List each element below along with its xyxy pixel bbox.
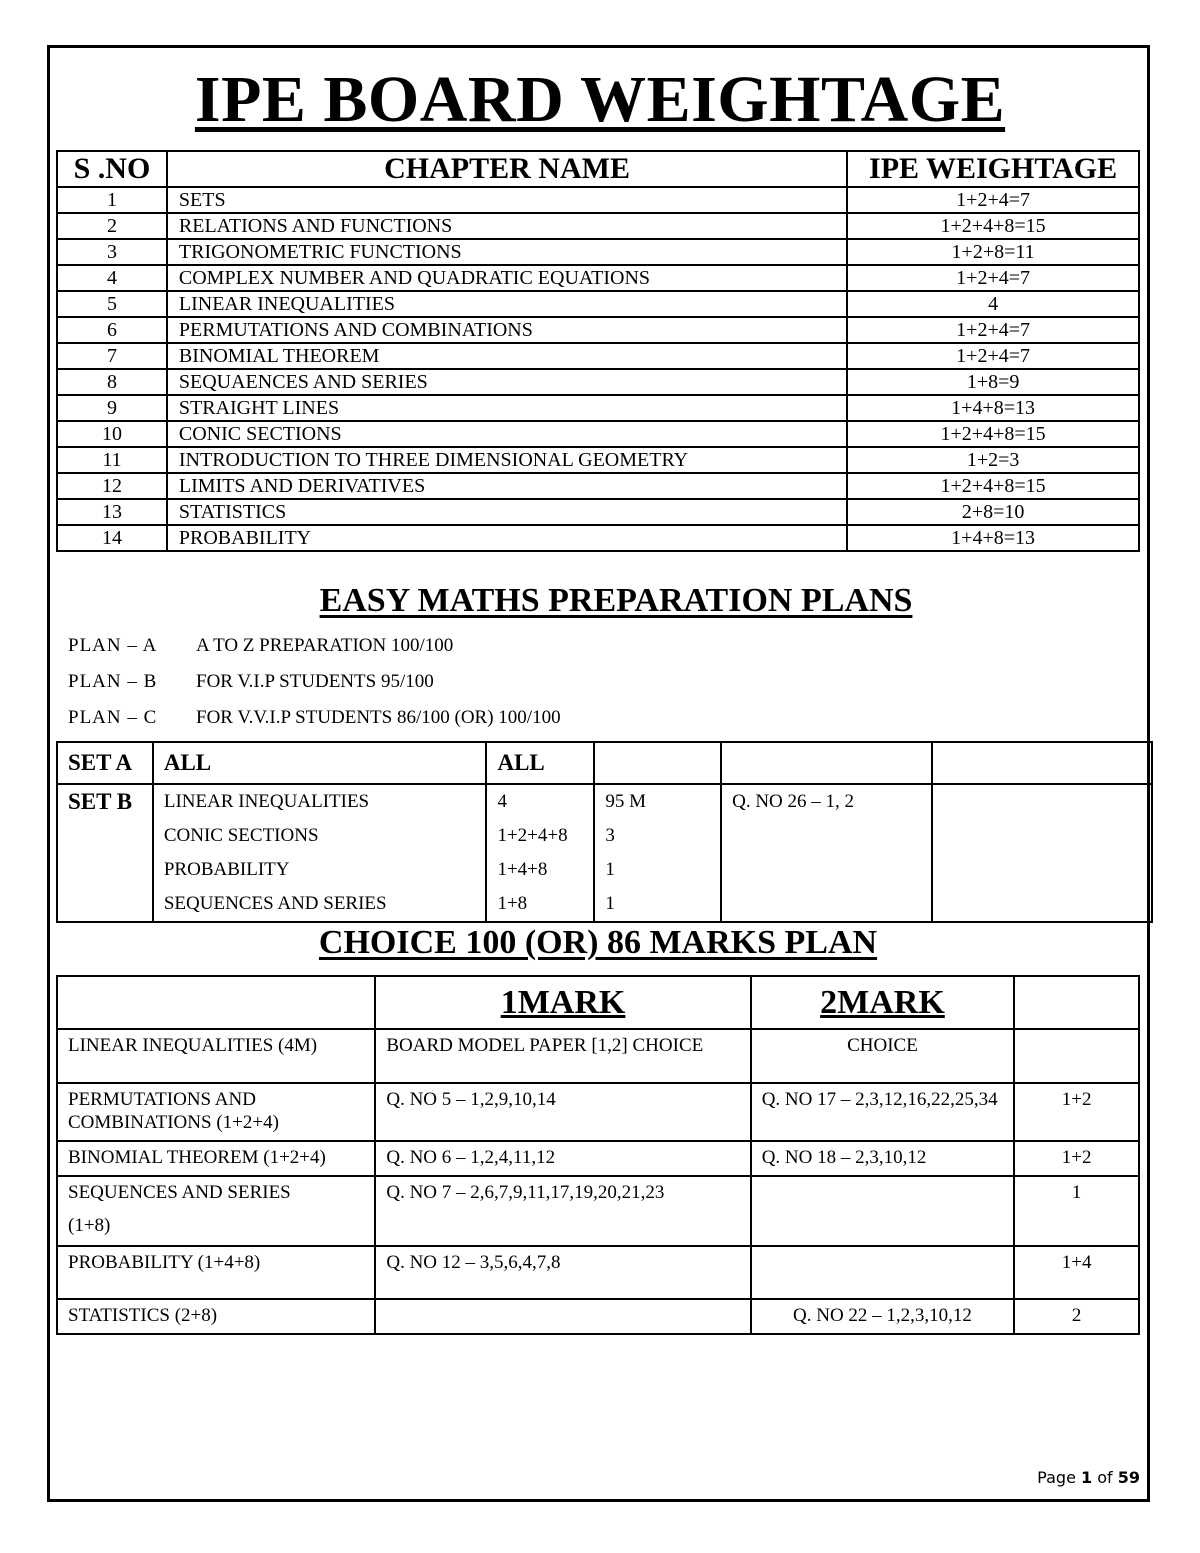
- row-sno: 13: [57, 499, 167, 525]
- row-weightage: 1+2+4=7: [847, 343, 1139, 369]
- row-chapter: PERMUTATIONS AND COMBINATIONS: [167, 317, 847, 343]
- row-weightage: 1+4+8=13: [847, 525, 1139, 551]
- plan-b: [68, 668, 561, 704]
- footer-prefix: Page: [1037, 1468, 1081, 1487]
- plan-a: [68, 632, 561, 668]
- row-sno: 11: [57, 447, 167, 473]
- weightage-table: [56, 150, 1140, 552]
- set-b-chapter: SEQUENCES AND SERIES: [163, 893, 387, 914]
- choice-chapter: LINEAR INEQUALITIES (4M): [57, 1029, 375, 1083]
- weightage-row: [57, 239, 1139, 265]
- set-b-weights: [486, 784, 594, 922]
- plan-c: [68, 704, 561, 740]
- header-weightage: IPE WEIGHTAGE: [847, 151, 1139, 187]
- row-chapter: SETS: [167, 187, 847, 213]
- set-a-row: [57, 742, 1152, 784]
- header-2mark: 2MARK: [751, 976, 1015, 1029]
- choice-2mark: Q. NO 18 – 2,3,10,12: [751, 1141, 1015, 1176]
- header-chapter: CHAPTER NAME: [167, 151, 847, 187]
- plan-label: PLAN – A: [68, 635, 158, 656]
- footer-total-pages: 59: [1117, 1468, 1140, 1487]
- plan-label: PLAN – C: [68, 707, 158, 728]
- choice-1mark: Q. NO 12 – 3,5,6,4,7,8: [375, 1246, 750, 1299]
- weightage-row: [57, 213, 1139, 239]
- row-chapter: PROBABILITY: [167, 525, 847, 551]
- row-weightage: 1+2+8=11: [847, 239, 1139, 265]
- choice-row: [57, 1083, 1139, 1141]
- weightage-header-row: [57, 151, 1139, 187]
- choice-2mark: Q. NO 17 – 2,3,12,16,22,25,34: [751, 1083, 1015, 1141]
- footer-of: of: [1092, 1468, 1118, 1487]
- row-sno: 3: [57, 239, 167, 265]
- row-sno: 14: [57, 525, 167, 551]
- weightage-row: [57, 525, 1139, 551]
- row-weightage: 1+2=3: [847, 447, 1139, 473]
- set-b-weight: 1+2+4+8: [497, 825, 568, 846]
- choice-2mark: [751, 1246, 1015, 1299]
- row-weightage: 1+2+4=7: [847, 265, 1139, 291]
- row-chapter: CONIC SECTIONS: [167, 421, 847, 447]
- choice-table: [56, 975, 1140, 1335]
- row-chapter: LINEAR INEQUALITIES: [167, 291, 847, 317]
- set-a-col2: ALL: [486, 742, 594, 784]
- choice-marks: 2: [1014, 1299, 1139, 1334]
- set-b-chapter: PROBABILITY: [163, 859, 290, 880]
- choice-row: [57, 1299, 1139, 1334]
- weightage-row: [57, 291, 1139, 317]
- choice-chapter: PROBABILITY (1+4+8): [57, 1246, 375, 1299]
- choice-header-row: [57, 976, 1139, 1029]
- set-b-mark: 95 M: [605, 791, 647, 812]
- choice-chapter: STATISTICS (2+8): [57, 1299, 375, 1334]
- choice-marks: [1014, 1029, 1139, 1083]
- weightage-row: [57, 499, 1139, 525]
- title-text: IPE BOARD WEIGHTAGE: [194, 63, 1006, 136]
- empty-cell: [57, 976, 375, 1029]
- empty-cell: [1014, 976, 1139, 1029]
- row-chapter: BINOMIAL THEOREM: [167, 343, 847, 369]
- row-sno: 12: [57, 473, 167, 499]
- footer-page-number: 1: [1081, 1468, 1093, 1487]
- row-sno: 2: [57, 213, 167, 239]
- choice-chapter: BINOMIAL THEOREM (1+2+4): [57, 1141, 375, 1176]
- choice-1mark: Q. NO 5 – 1,2,9,10,14: [375, 1083, 750, 1141]
- row-weightage: 2+8=10: [847, 499, 1139, 525]
- row-chapter: STATISTICS: [167, 499, 847, 525]
- choice-row: [57, 1246, 1139, 1299]
- choice-2mark: CHOICE: [751, 1029, 1015, 1083]
- row-weightage: 1+8=9: [847, 369, 1139, 395]
- choice-marks: 1+4: [1014, 1246, 1139, 1299]
- row-sno: 6: [57, 317, 167, 343]
- plan-text: FOR V.V.I.P STUDENTS 86/100 (OR) 100/100: [196, 707, 561, 728]
- set-b-weight: 4: [497, 791, 507, 812]
- row-sno: 1: [57, 187, 167, 213]
- set-a-col1: ALL: [153, 742, 487, 784]
- set-b-row: [57, 784, 1152, 922]
- set-a-label: SET A: [57, 742, 153, 784]
- set-b-chapters: [153, 784, 487, 922]
- choice-marks: 1+2: [1014, 1083, 1139, 1141]
- header-1mark: 1MARK: [375, 976, 750, 1029]
- choice-chapter: PERMUTATIONS AND COMBINATIONS (1+2+4): [57, 1083, 375, 1141]
- row-sno: 4: [57, 265, 167, 291]
- weightage-row: [57, 317, 1139, 343]
- row-sno: 8: [57, 369, 167, 395]
- row-sno: 7: [57, 343, 167, 369]
- choice-2mark: Q. NO 22 – 1,2,3,10,12: [751, 1299, 1015, 1334]
- row-chapter: TRIGONOMETRIC FUNCTIONS: [167, 239, 847, 265]
- row-chapter: LIMITS AND DERIVATIVES: [167, 473, 847, 499]
- set-b-qno: [721, 784, 932, 922]
- choice-1mark: BOARD MODEL PAPER [1,2] CHOICE: [375, 1029, 750, 1083]
- weightage-row: [57, 447, 1139, 473]
- set-b-label: SET B: [57, 784, 153, 922]
- set-b-weight: 1+4+8: [497, 859, 548, 880]
- choice-row: [57, 1141, 1139, 1176]
- set-b-chapter: LINEAR INEQUALITIES: [163, 791, 370, 812]
- choice-1mark: Q. NO 6 – 1,2,4,11,12: [375, 1141, 750, 1176]
- sets-table: [56, 741, 1153, 923]
- weightage-row: [57, 473, 1139, 499]
- row-weightage: 4: [847, 291, 1139, 317]
- set-b-qno-text: Q. NO 26 – 1, 2: [732, 791, 855, 812]
- choice-chapter-line: (1+8): [68, 1215, 111, 1236]
- choice-2mark: [751, 1176, 1015, 1246]
- row-chapter: COMPLEX NUMBER AND QUADRATIC EQUATIONS: [167, 265, 847, 291]
- row-chapter: INTRODUCTION TO THREE DIMENSIONAL GEOMETRY: [167, 447, 847, 473]
- row-chapter: STRAIGHT LINES: [167, 395, 847, 421]
- set-b-chapter: CONIC SECTIONS: [163, 825, 319, 846]
- choice-marks: 1+2: [1014, 1141, 1139, 1176]
- weightage-row: [57, 343, 1139, 369]
- row-sno: 10: [57, 421, 167, 447]
- weightage-row: [57, 265, 1139, 291]
- header-sno: S .NO: [57, 151, 167, 187]
- empty-cell: [594, 742, 721, 784]
- row-sno: 5: [57, 291, 167, 317]
- row-chapter: RELATIONS AND FUNCTIONS: [167, 213, 847, 239]
- set-b-mark: 1: [605, 859, 615, 880]
- row-weightage: 1+2+4+8=15: [847, 421, 1139, 447]
- row-weightage: 1+4+8=13: [847, 395, 1139, 421]
- row-chapter: SEQUAENCES AND SERIES: [167, 369, 847, 395]
- choice-1mark: [375, 1299, 750, 1334]
- choice-row: [57, 1176, 1139, 1246]
- empty-cell: [932, 784, 1152, 922]
- choice-row: [57, 1029, 1139, 1083]
- choice-heading: CHOICE 100 (OR) 86 MARKS PLAN: [318, 924, 878, 961]
- choice-chapter-line: SEQUENCES AND SERIES: [68, 1182, 291, 1203]
- page-title: [0, 62, 1200, 138]
- weightage-row: [57, 395, 1139, 421]
- plan-label: PLAN – B: [68, 671, 158, 692]
- row-weightage: 1+2+4=7: [847, 187, 1139, 213]
- empty-cell: [721, 742, 932, 784]
- set-b-marks: [594, 784, 721, 922]
- plan-text: FOR V.I.P STUDENTS 95/100: [196, 671, 434, 692]
- plans-list: [68, 632, 561, 740]
- row-weightage: 1+2+4=7: [847, 317, 1139, 343]
- row-weightage: 1+2+4+8=15: [847, 213, 1139, 239]
- set-b-mark: 3: [605, 825, 615, 846]
- page-footer: [1037, 1468, 1140, 1487]
- empty-cell: [932, 742, 1152, 784]
- plan-text: A TO Z PREPARATION 100/100: [196, 635, 454, 656]
- choice-marks: 1: [1014, 1176, 1139, 1246]
- choice-1mark: Q. NO 7 – 2,6,7,9,11,17,19,20,21,23: [375, 1176, 750, 1246]
- set-b-mark: 1: [605, 893, 615, 914]
- weightage-row: [57, 421, 1139, 447]
- choice-chapter: [57, 1176, 375, 1246]
- weightage-row: [57, 369, 1139, 395]
- plans-heading: EASY MATHS PREPARATION PLANS: [319, 582, 913, 619]
- row-sno: 9: [57, 395, 167, 421]
- set-b-weight: 1+8: [497, 893, 528, 914]
- weightage-row: [57, 187, 1139, 213]
- row-weightage: 1+2+4+8=15: [847, 473, 1139, 499]
